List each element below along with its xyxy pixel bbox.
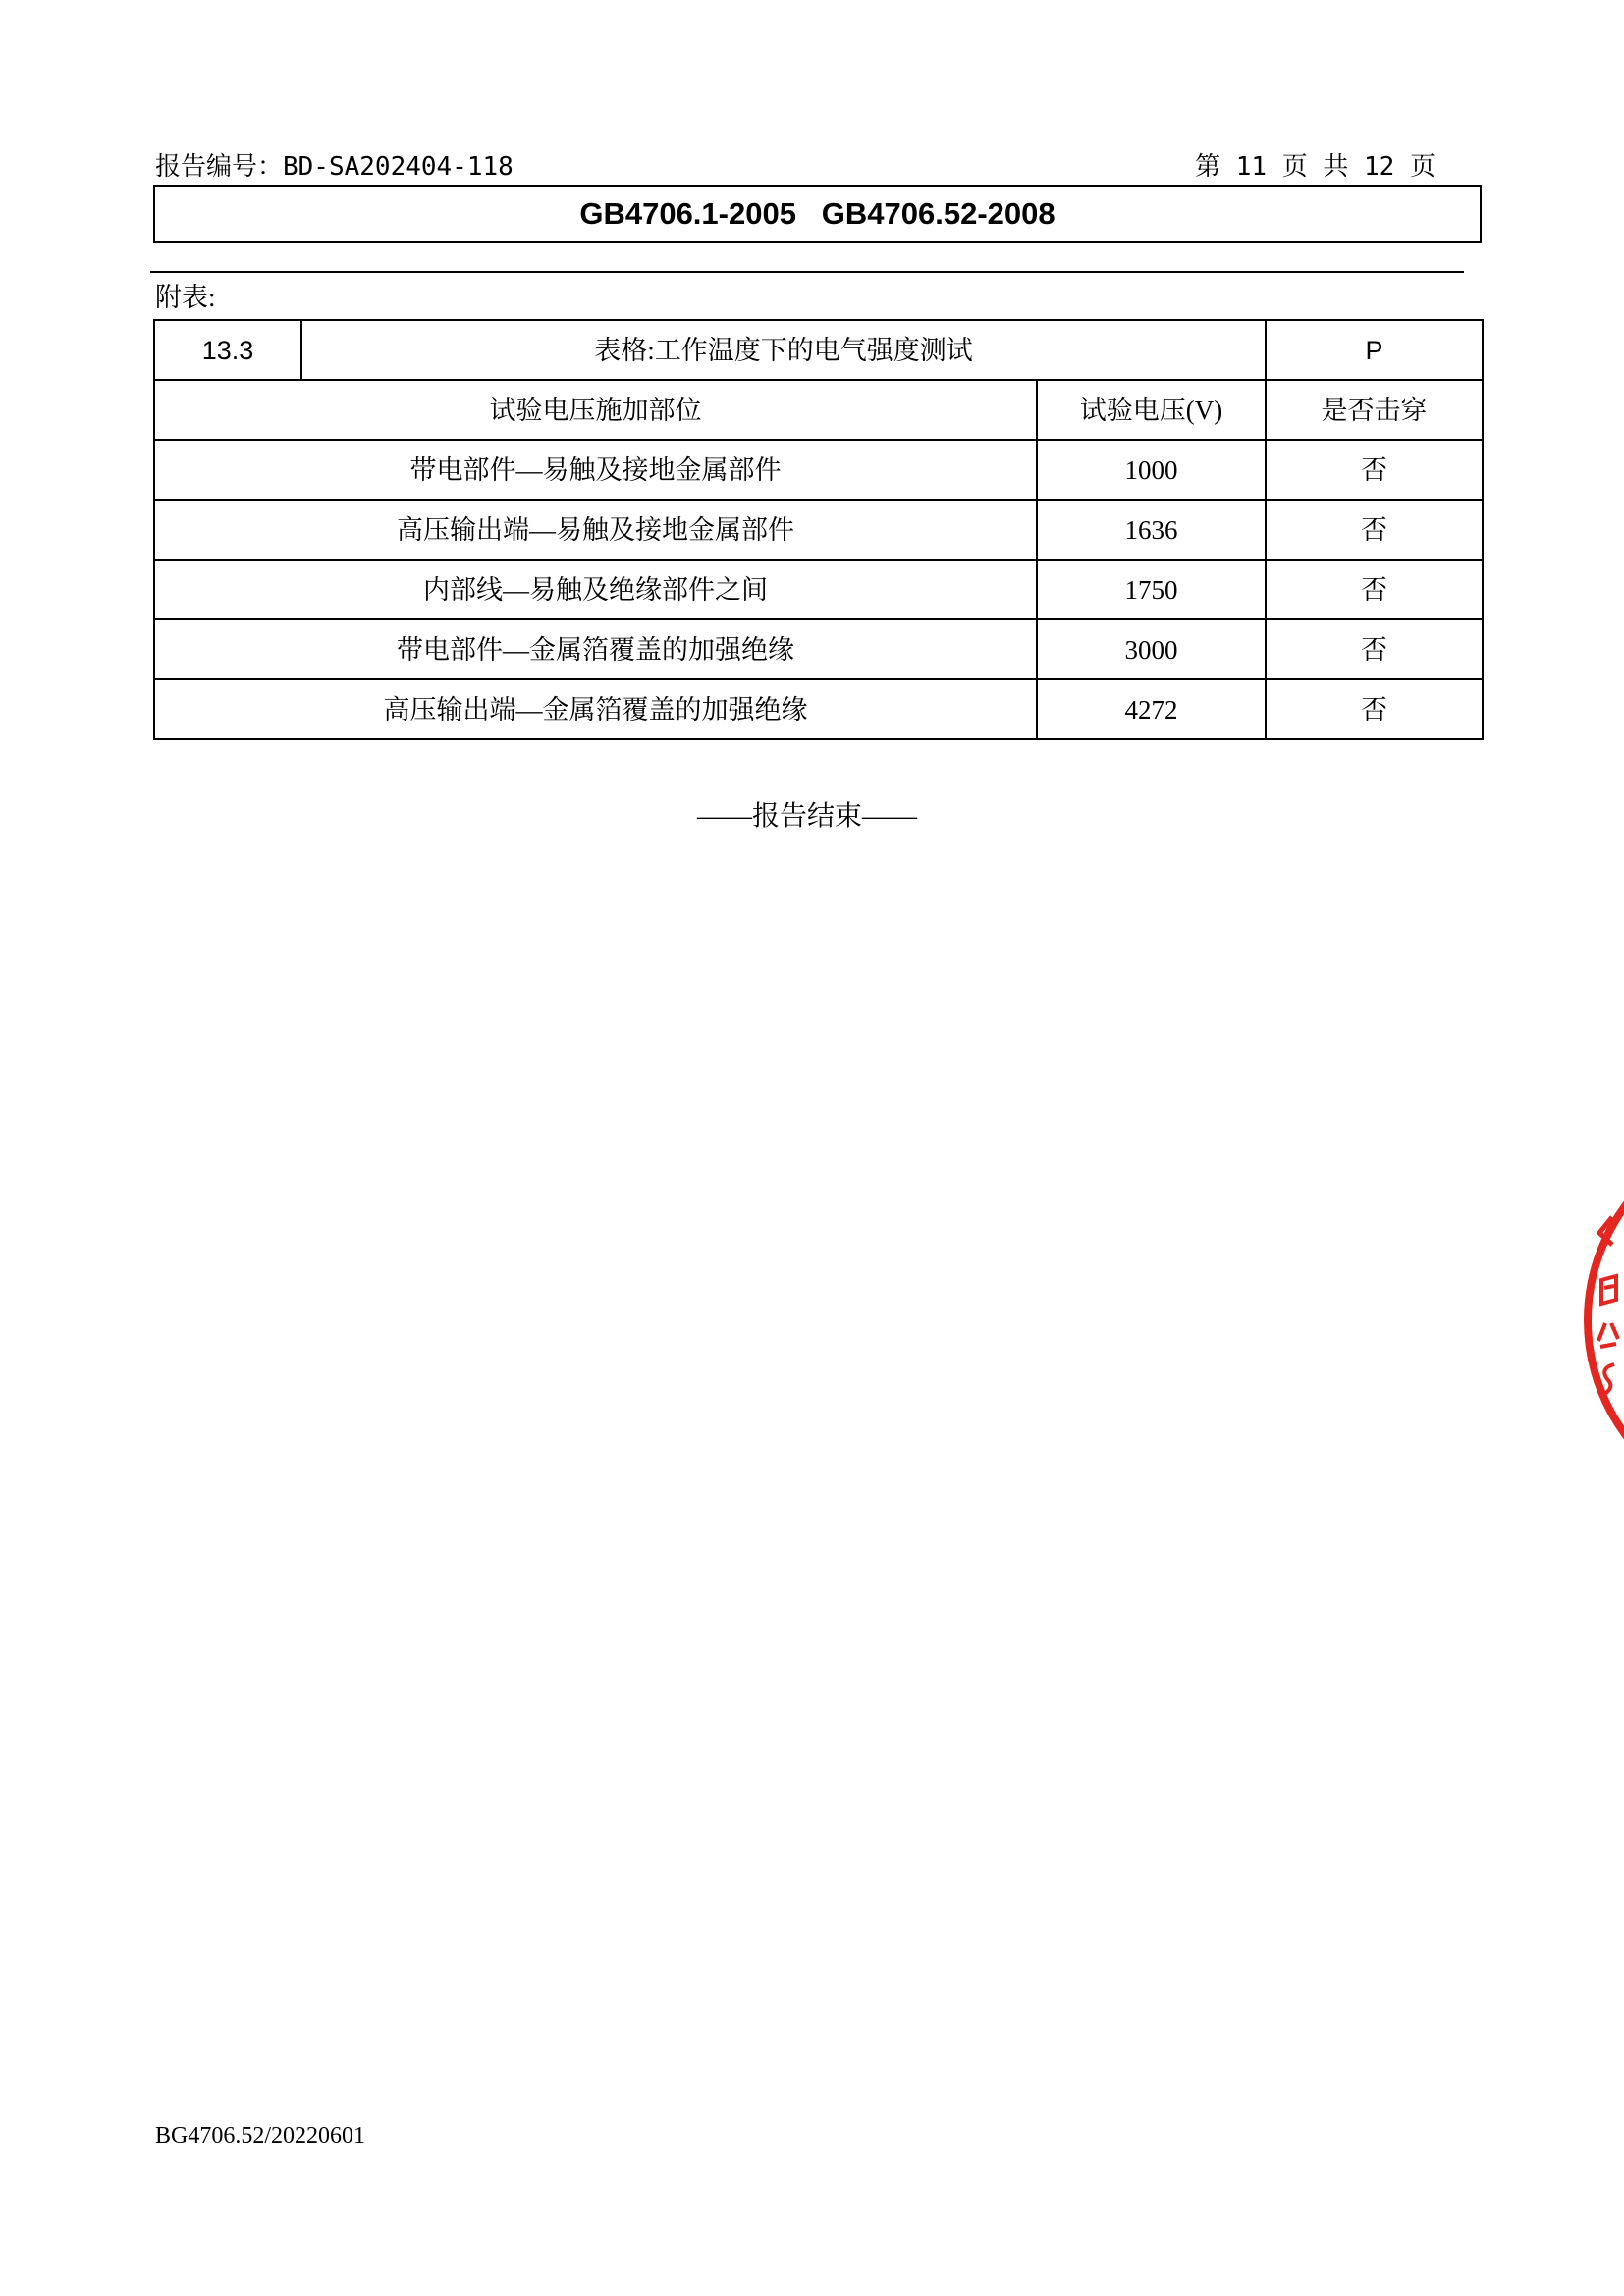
table-row — [154, 619, 1483, 679]
row-location: 高压输出端—金属箔覆盖的加强绝缘 — [154, 679, 1037, 739]
table-header-row — [154, 380, 1483, 440]
table-title: 表格:工作温度下的电气强度测试 — [301, 320, 1266, 380]
standards-title: GB4706.1-2005 GB4706.52-2008 — [579, 196, 1056, 231]
table-row — [154, 500, 1483, 560]
row-voltage: 1000 — [1037, 440, 1266, 500]
column-header-location: 试验电压施加部位 — [154, 380, 1037, 440]
table-row — [154, 679, 1483, 739]
table-row — [154, 440, 1483, 500]
row-breakdown: 否 — [1266, 500, 1483, 560]
row-location: 高压输出端—易触及接地金属部件 — [154, 500, 1037, 560]
seal-glyph-fragment — [1601, 1276, 1616, 1304]
row-breakdown: 否 — [1266, 679, 1483, 739]
row-location: 内部线—易触及绝缘部件之间 — [154, 560, 1037, 619]
row-breakdown: 否 — [1266, 619, 1483, 679]
page-number: 第 11 页 共 12 页 — [1195, 152, 1435, 182]
row-voltage: 1750 — [1037, 560, 1266, 619]
table-title-row — [154, 320, 1483, 380]
row-voltage: 4272 — [1037, 679, 1266, 739]
company-seal-stamp — [1569, 1178, 1624, 1472]
appendix-label: 附表: — [155, 283, 216, 312]
table-row — [154, 560, 1483, 619]
electric-strength-table — [153, 319, 1484, 740]
row-location: 带电部件—易触及接地金属部件 — [154, 440, 1037, 500]
column-header-breakdown: 是否击穿 — [1266, 380, 1483, 440]
row-location: 带电部件—金属箔覆盖的加强绝缘 — [154, 619, 1037, 679]
standards-title-box — [153, 185, 1482, 243]
row-voltage: 3000 — [1037, 619, 1266, 679]
header-divider — [150, 271, 1464, 273]
form-code: BG4706.52/20220601 — [155, 2123, 366, 2149]
clause-number: 13.3 — [154, 320, 301, 380]
verdict: P — [1266, 320, 1483, 380]
row-breakdown: 否 — [1266, 440, 1483, 500]
seal-glyph-fragment — [1598, 1323, 1618, 1347]
report-number: 报告编号：BD-SA202404-118 — [155, 152, 514, 182]
report-end-marker: ——报告结束—— — [696, 801, 917, 831]
column-header-voltage: 试验电压(V) — [1037, 380, 1266, 440]
row-voltage: 1636 — [1037, 500, 1266, 560]
row-breakdown: 否 — [1266, 560, 1483, 619]
